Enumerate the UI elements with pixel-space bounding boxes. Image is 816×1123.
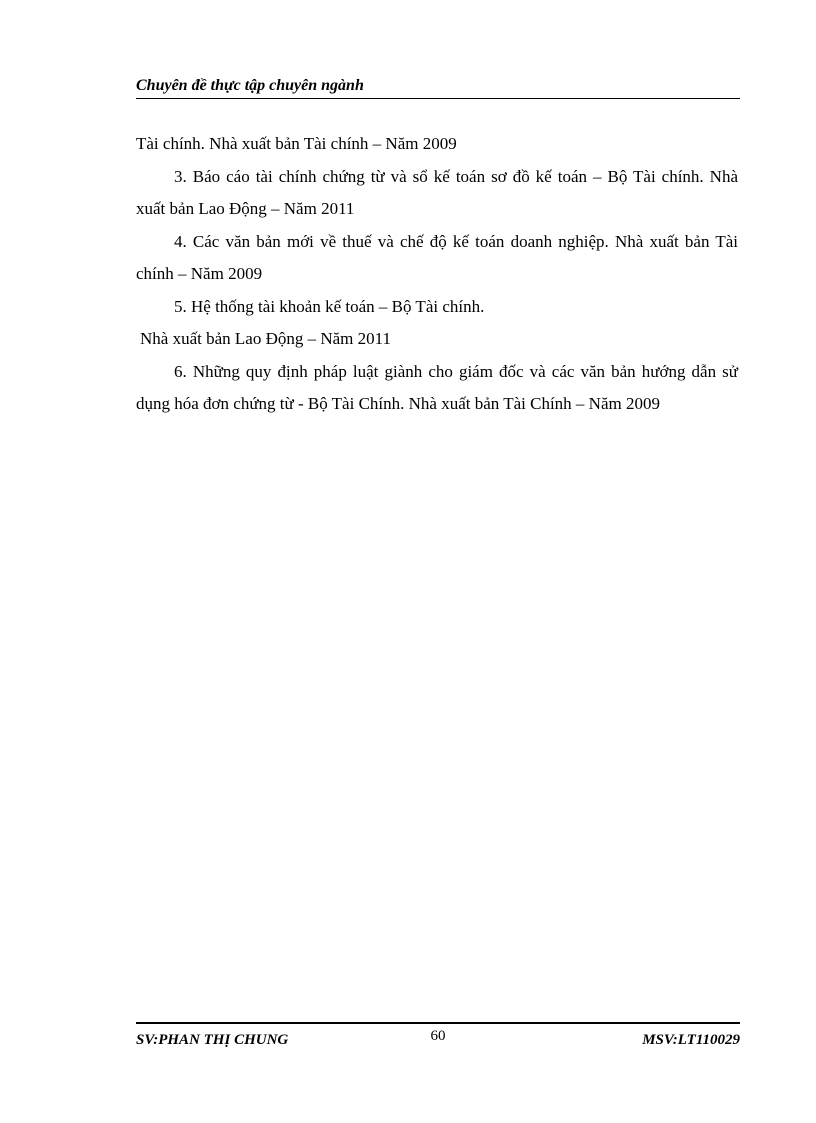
reference-item-4: 4. Các văn bản mới về thuế và chế độ kế toán doanh nghiệp. Nhà xuất bản Tài chính – Năm 2009: [136, 231, 738, 283]
reference-continuation: Tài chính. Nhà xuất bản Tài chính – Năm 2009: [136, 134, 457, 153]
page-footer: [136, 1026, 740, 1048]
page-header: [136, 76, 740, 99]
reference-list: [136, 128, 738, 421]
student-id: MSV:LT110029: [642, 1032, 740, 1048]
footer-divider: [136, 1022, 740, 1024]
student-name: SV:PHAN THỊ CHUNG: [136, 1032, 289, 1048]
reference-item-6: 6. Những quy định pháp luật giành cho giám đốc và các văn bản hướng dẫn sử dụng hóa đơn chứng từ - Bộ Tài Chính. Nhà xuất bản Tài Chính – Năm 2009: [136, 361, 738, 413]
page-number: 60: [430, 1028, 446, 1044]
reference-item-3: 3. Báo cáo tài chính chứng từ và sổ kế toán sơ đồ kế toán – Bộ Tài chính. Nhà xuất bản Lao Động – Năm 2011: [136, 166, 738, 218]
reference-item-5: 5. Hệ thống tài khoản kế toán – Bộ Tài chính.: [174, 296, 485, 316]
document-title: Chuyên đề thực tập chuyên ngành: [136, 77, 364, 94]
reference-item-5-publisher: Nhà xuất bản Lao Động – Năm 2011: [140, 329, 392, 348]
